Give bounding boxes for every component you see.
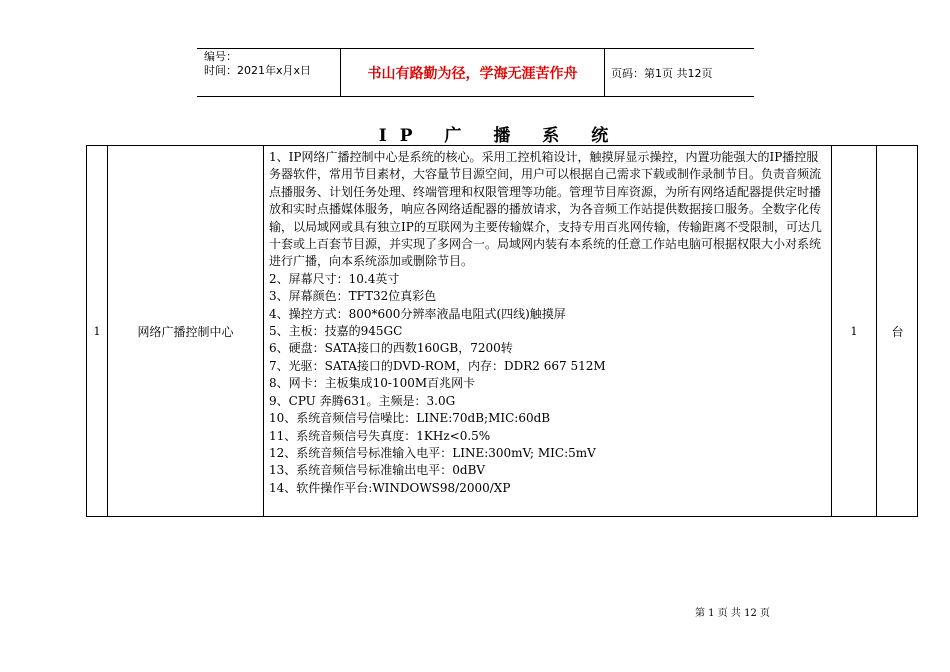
spec-line: 6、硬盘：SATA接口的西数160GB，7200转 <box>269 341 513 356</box>
spec-line: 13、系统音频信号标准输出电平：0dBV <box>269 463 486 478</box>
row-quantity: 1 <box>850 324 858 338</box>
spec-line: 3、屏幕颜色：TFT32位真彩色 <box>269 289 437 304</box>
spec-line: 8、网卡：主板集成10-100M百兆网卡 <box>269 376 476 391</box>
header-page-info: 页码：第1页 共12页 <box>611 67 713 80</box>
spec-line: 12、系统音频信号标准输入电平：LINE:300mV; MIC:5mV <box>269 445 596 460</box>
row-spec <box>269 149 827 497</box>
page-footer: 第 1 页 共 12 页 <box>695 608 770 619</box>
row-index: 1 <box>93 324 101 338</box>
header-meta <box>204 50 311 78</box>
spec-line: 2、屏幕尺寸：10.4英寸 <box>269 271 400 286</box>
spec-line: 10、系统音频信号信噪比：LINE:70dB;MIC:60dB <box>269 411 551 426</box>
header-motto: 书山有路勤为径，学海无涯苦作舟 <box>367 66 578 82</box>
spec-line: 1、IP网络广播控制中心是系统的核心。采用工控机箱设计，触摸屏显示操控，内置功能强大的IP播控服务器软件，常用节目素材，大容量节目源空间，用户可以根据自己需求下载或制作录制节目。负责音频流点播服务、计划任务处理、终端管理和权限管理等功能。管理节目库资源，为所有网络适配器提供定时播放和实时点播媒体服务，响应各网络适配器的播放请求，为各音频工作站提供数据接口服务。全数字化传输，以局域网或具有独立IP的互联网为主要传输媒介，支持专用百兆网传输，传输距离不受限制，可达几十套或上百套节目源，并实现了多网合一。局域网内装有本系统的任意工作站电脑可根据权限大小对系统进行广播，向本系统添加或删除节目。 <box>269 150 822 269</box>
spec-line: 9、CPU 奔腾631。主频是：3.0G <box>269 393 456 408</box>
row-unit: 台 <box>891 324 904 339</box>
spec-line: 11、系统音频信号失真度：1KHz<0.5% <box>269 428 491 443</box>
header-number-label: 编号： <box>204 50 237 63</box>
spec-line: 5、主板：技嘉的945GC <box>269 324 403 339</box>
spec-line: 4、操控方式：800*600分辨率液晶电阻式(四线)触摸屏 <box>269 306 566 321</box>
spec-line: 7、光驱：SATA接口的DVD-ROM，内存：DDR2 667 512M <box>269 358 606 373</box>
header-top-rule <box>197 48 754 49</box>
header-time-label: 时间：2021年x月x日 <box>204 64 312 77</box>
spec-line: 14、软件操作平台:WINDOWS98/2000/XP <box>269 480 511 495</box>
row-name: 网络广播控制中心 <box>137 324 234 339</box>
header-bottom-rule <box>197 96 754 97</box>
header-divider-right <box>604 48 605 96</box>
col-divider-2 <box>263 145 264 517</box>
document-title: IP 广 播 系 统 <box>378 126 622 146</box>
